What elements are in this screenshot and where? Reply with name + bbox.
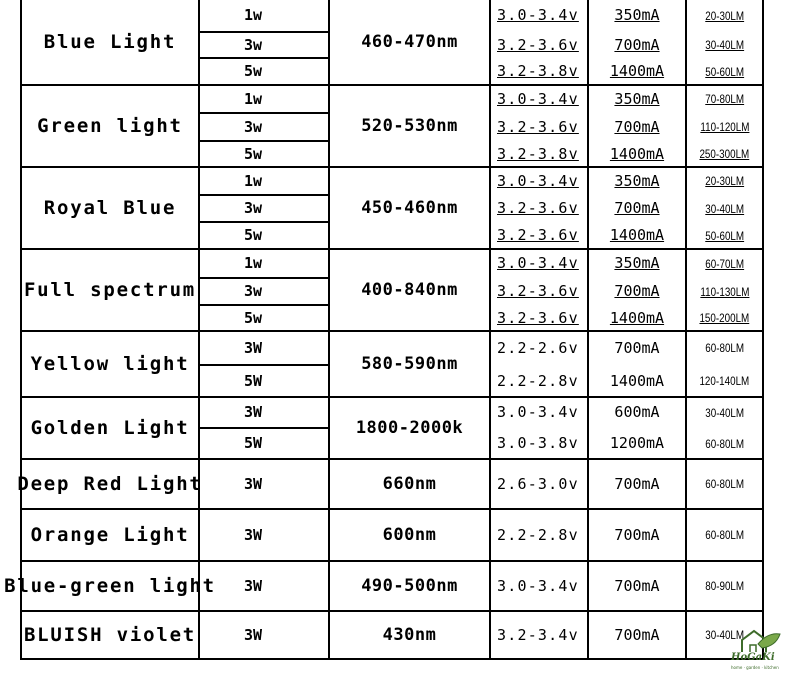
light-type-label-text: Orange Light	[30, 523, 190, 546]
wavelength-value	[330, 250, 489, 330]
wavelength-value	[330, 168, 489, 248]
power-value-text: 5w	[244, 62, 263, 80]
light-type-label-text: Royal Blue	[43, 196, 177, 219]
voltage-value-text: 3.2-3.6v	[497, 308, 579, 327]
voltage-value-text: 3.0-3.4v	[497, 576, 579, 595]
power-value	[200, 612, 328, 658]
power-value-text: 1w	[244, 89, 263, 108]
voltage-value-text: 3.2-3.6v	[497, 35, 579, 54]
current-value	[589, 33, 685, 57]
current-value	[589, 366, 685, 396]
current-value-text: 700mA	[614, 525, 660, 544]
wavelength-value-text: 580-590nm	[361, 353, 458, 374]
hogaki-watermark-logo	[728, 628, 788, 674]
power-value	[200, 33, 328, 57]
wavelength-value-text: 430nm	[382, 624, 437, 645]
current-value-text: 350mA	[614, 6, 660, 24]
lumens-value-text: 50-60LM	[705, 64, 744, 79]
lumens-value	[687, 332, 762, 364]
lumens-value-text: 60-80LM	[705, 341, 744, 355]
light-type-label	[22, 0, 198, 84]
current-value-text: 350mA	[614, 254, 660, 272]
current-value-text: 1400mA	[609, 371, 665, 390]
power-value-text: 3W	[244, 474, 263, 493]
lumens-value	[687, 196, 762, 221]
lumens-value	[687, 142, 762, 166]
voltage-value-text: 3.2-3.4v	[497, 625, 579, 644]
voltage-value	[491, 398, 587, 427]
lumens-value-text: 80-90LM	[705, 579, 744, 593]
voltage-value	[491, 306, 587, 330]
lumens-value-text: 30-40LM	[705, 628, 744, 642]
power-value-text: 3w	[244, 199, 263, 217]
voltage-value	[491, 332, 587, 364]
lumens-value-text: 60-80LM	[705, 528, 744, 542]
power-value	[200, 86, 328, 112]
power-value	[200, 196, 328, 221]
current-value-text: 700mA	[614, 576, 660, 595]
voltage-value	[491, 562, 587, 610]
power-value	[200, 168, 328, 194]
light-type-label	[22, 612, 198, 658]
power-value	[200, 510, 328, 560]
light-type-label	[17, 460, 203, 508]
house-leaf-icon	[728, 628, 788, 654]
light-type-label	[22, 168, 198, 248]
power-value	[200, 59, 328, 84]
current-value-text: 1400mA	[609, 144, 665, 163]
wavelength-value-text: 490-500nm	[361, 575, 458, 596]
current-value-text: 700mA	[614, 625, 660, 644]
voltage-value-text: 3.2-3.6v	[497, 117, 579, 136]
power-value	[200, 562, 328, 610]
voltage-value-text: 3.2-3.8v	[497, 62, 579, 80]
voltage-value-text: 2.2-2.8v	[497, 371, 579, 390]
lumens-value-text: 20-30LM	[705, 8, 744, 23]
lumens-value	[687, 223, 762, 248]
lumens-value-text: 110-130LM	[699, 284, 750, 299]
voltage-value	[491, 142, 587, 166]
current-value	[589, 279, 685, 304]
light-type-label-text: Full spectrum	[23, 278, 197, 301]
power-value	[200, 306, 328, 330]
voltage-value-text: 3.0-3.4v	[497, 403, 579, 421]
voltage-value-text: 3.2-3.6v	[497, 226, 579, 244]
light-type-label	[22, 510, 198, 560]
voltage-value-text: 3.0-3.4v	[497, 171, 579, 190]
current-value	[589, 562, 685, 610]
voltage-value-text: 3.0-3.4v	[497, 254, 579, 272]
voltage-value	[491, 429, 587, 458]
current-value	[589, 398, 685, 427]
wavelength-value-text: 520-530nm	[361, 115, 458, 136]
current-value	[589, 612, 685, 658]
light-type-label-text: Deep Red Light	[17, 472, 203, 495]
power-value-text: 1w	[244, 6, 263, 24]
current-value-text: 700mA	[614, 338, 660, 357]
voltage-value-text: 3.2-3.6v	[497, 282, 579, 300]
current-value	[589, 86, 685, 112]
voltage-value	[491, 223, 587, 248]
current-value	[589, 114, 685, 140]
current-value	[589, 250, 685, 277]
wavelength-value-text: 660nm	[382, 473, 437, 494]
voltage-value-text: 3.2-3.8v	[497, 144, 579, 163]
voltage-value	[491, 168, 587, 194]
lumens-value-text: 20-30LM	[705, 174, 744, 188]
power-value-text: 5W	[244, 434, 263, 452]
power-value-text: 3W	[244, 625, 263, 644]
wavelength-value-text: 450-460nm	[361, 197, 458, 218]
lumens-value-text: 30-40LM	[705, 38, 744, 52]
voltage-value	[491, 59, 587, 84]
power-value-text: 3W	[244, 338, 263, 357]
current-value	[589, 168, 685, 194]
light-type-label-text: Blue Light	[43, 30, 177, 53]
power-value-text: 3w	[244, 35, 263, 54]
current-value-text: 700mA	[614, 474, 660, 493]
current-value-text: 1400mA	[609, 308, 665, 327]
power-value	[200, 114, 328, 140]
power-value-text: 5W	[244, 371, 263, 390]
current-value-text: 700mA	[614, 35, 660, 54]
power-value	[200, 250, 328, 277]
wavelength-value-text: 460-470nm	[361, 31, 458, 52]
voltage-value-text: 3.0-3.4v	[497, 6, 579, 24]
watermark-tagline: home · garden · kitchen	[731, 665, 779, 670]
power-value-text: 3W	[244, 403, 263, 421]
current-value-text: 1400mA	[609, 62, 665, 80]
lumens-value	[687, 168, 762, 194]
lumens-value	[687, 0, 762, 31]
power-value	[200, 332, 328, 364]
current-value	[589, 429, 685, 458]
voltage-value	[491, 612, 587, 658]
lumens-value-text: 250-300LM	[699, 147, 750, 161]
wavelength-value	[330, 612, 489, 658]
voltage-value	[491, 250, 587, 277]
voltage-value-text: 3.0-3.8v	[497, 434, 579, 452]
current-value-text: 350mA	[614, 171, 660, 190]
lumens-value	[687, 86, 762, 112]
current-value	[589, 332, 685, 364]
lumens-value-text: 70-80LM	[705, 92, 744, 106]
power-value-text: 3w	[244, 117, 263, 136]
voltage-value-text: 3.0-3.4v	[497, 89, 579, 108]
lumens-value	[687, 366, 762, 396]
current-value-text: 600mA	[614, 403, 660, 421]
lumens-value	[687, 279, 762, 304]
lumens-value-text: 30-40LM	[705, 201, 744, 216]
power-value-text: 1w	[244, 254, 263, 272]
voltage-value	[491, 196, 587, 221]
wavelength-value	[330, 332, 489, 396]
power-value	[200, 0, 328, 31]
current-value	[589, 510, 685, 560]
power-value	[200, 223, 328, 248]
lumens-value-text: 30-40LM	[705, 405, 744, 420]
wavelength-value	[330, 398, 489, 458]
light-type-label	[4, 562, 216, 610]
lumens-value-text: 150-200LM	[699, 311, 750, 325]
power-value	[200, 279, 328, 304]
power-value	[200, 398, 328, 427]
voltage-value	[491, 0, 587, 31]
voltage-value	[491, 366, 587, 396]
light-type-label	[22, 86, 198, 166]
voltage-value	[491, 33, 587, 57]
wavelength-value	[330, 0, 489, 84]
current-value	[589, 142, 685, 166]
power-value-text: 3W	[244, 576, 263, 595]
power-value-text: 3W	[244, 525, 263, 544]
current-value	[589, 460, 685, 508]
lumens-value	[687, 429, 762, 458]
current-value-text: 350mA	[614, 89, 660, 108]
group-divider	[20, 658, 764, 660]
lumens-value-text: 110-120LM	[699, 120, 750, 134]
wavelength-value-text: 400-840nm	[361, 279, 458, 300]
lumens-value-text: 60-80LM	[705, 477, 744, 491]
power-value-text: 5w	[244, 308, 263, 327]
power-value-text: 1w	[244, 171, 263, 190]
light-type-label-text: Yellow light	[30, 352, 190, 375]
current-value	[589, 223, 685, 248]
wavelength-value	[330, 86, 489, 166]
power-value	[200, 366, 328, 396]
lumens-value	[687, 33, 762, 57]
power-value-text: 5w	[244, 144, 263, 163]
power-value	[200, 460, 328, 508]
current-value	[589, 196, 685, 221]
voltage-value	[491, 510, 587, 560]
voltage-value-text: 3.2-3.6v	[497, 199, 579, 217]
current-value-text: 1200mA	[609, 434, 665, 452]
current-value-text: 700mA	[614, 117, 660, 136]
current-value-text: 1400mA	[609, 226, 665, 244]
power-value	[200, 142, 328, 166]
lumens-value	[687, 114, 762, 140]
watermark-brand: HoGaKi	[731, 652, 775, 663]
lumens-value	[687, 398, 762, 427]
light-type-label-text: Blue-green light	[4, 574, 216, 597]
light-type-label-text: BLUISH violet	[23, 623, 197, 646]
power-value	[200, 429, 328, 458]
voltage-value	[491, 86, 587, 112]
light-type-label	[22, 398, 198, 458]
voltage-value	[491, 279, 587, 304]
voltage-value-text: 2.2-2.6v	[497, 338, 579, 357]
light-type-label-text: Golden Light	[30, 416, 190, 439]
wavelength-value	[330, 510, 489, 560]
light-type-label-text: Green light	[37, 114, 183, 137]
current-value	[589, 306, 685, 330]
lumens-value-text: 50-60LM	[705, 228, 744, 243]
lumens-value	[687, 250, 762, 277]
lumens-value	[687, 306, 762, 330]
power-value-text: 5w	[244, 226, 263, 244]
lumens-value	[687, 562, 762, 610]
wavelength-value	[330, 460, 489, 508]
wavelength-value	[330, 562, 489, 610]
wavelength-value-text: 1800-2000k	[355, 417, 464, 438]
lumens-value-text: 120-140LM	[699, 374, 750, 388]
lumens-value	[687, 59, 762, 84]
wavelength-value-text: 600nm	[382, 524, 437, 545]
lumens-value-text: 60-80LM	[705, 436, 744, 451]
light-type-label	[22, 332, 198, 396]
power-value-text: 3w	[244, 282, 263, 300]
voltage-value	[491, 460, 587, 508]
lumens-value	[687, 460, 762, 508]
current-value-text: 700mA	[614, 199, 660, 217]
voltage-value-text: 2.6-3.0v	[497, 474, 579, 493]
current-value	[589, 59, 685, 84]
current-value-text: 700mA	[614, 282, 660, 300]
voltage-value-text: 2.2-2.8v	[497, 525, 579, 544]
lumens-value-text: 60-70LM	[705, 256, 744, 271]
voltage-value	[491, 114, 587, 140]
lumens-value	[687, 510, 762, 560]
current-value	[589, 0, 685, 31]
light-type-label	[22, 250, 198, 330]
